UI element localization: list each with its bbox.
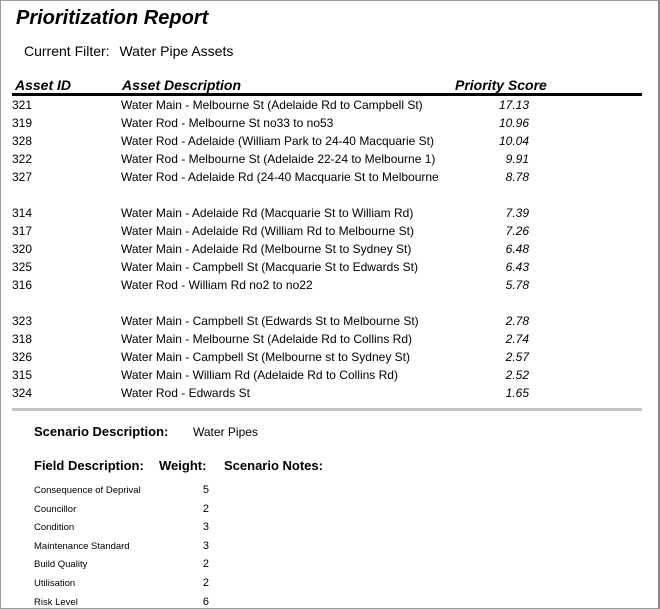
scenario-description-value: Water Pipes (193, 425, 258, 439)
priority-score-cell: 2.57 (505, 350, 529, 364)
asset-description-cell: Water Main - Adelaide Rd (Macquarie St to William Rd) (121, 206, 414, 220)
priority-score-cell: 9.91 (505, 152, 529, 166)
priority-score-cell: 2.74 (505, 332, 529, 346)
field-name: Consequence of Deprival (34, 485, 141, 496)
table-row (12, 206, 642, 224)
table-row (12, 332, 642, 350)
asset-id-cell: 323 (12, 314, 33, 328)
asset-description-cell: Water Rod - Melbourne St no33 to no53 (121, 116, 334, 130)
asset-description-cell: Water Main - Melbourne St (Adelaide Rd to Collins Rd) (121, 332, 413, 346)
asset-description-cell: Water Main - Adelaide Rd (William Rd to Melbourne St) (121, 224, 414, 238)
asset-id-cell: 328 (12, 134, 33, 148)
scenario-notes-header: Scenario Notes: (224, 458, 323, 473)
filter-value: Water Pipe Assets (119, 43, 234, 59)
field-name: Condition (34, 522, 75, 534)
field-row (34, 559, 214, 575)
field-name: Maintenance Standard (34, 540, 130, 552)
priority-score-cell: 10.04 (498, 134, 529, 148)
table-row (12, 350, 642, 368)
asset-description-cell: Water Main - Campbell St (Edwards St to Melbourne St) (121, 314, 419, 328)
priority-score-cell: 7.26 (505, 224, 529, 238)
asset-description-cell: Water Rod - Edwards St (121, 386, 250, 400)
column-header-asset-id: Asset ID (15, 77, 72, 93)
asset-id-cell: 327 (12, 170, 33, 184)
weight-header: Weight: (159, 458, 207, 473)
table-row (12, 368, 642, 386)
asset-description-cell: Water Rod - Melbourne St (Adelaide 22-24 to Melbourne 1) (121, 152, 436, 166)
table-row (12, 278, 642, 296)
field-weight: 3 (202, 521, 209, 534)
field-weight: 6 (202, 595, 209, 608)
field-weight: 2 (202, 558, 209, 571)
field-name: Utilisation (34, 578, 76, 589)
asset-description-cell: Water Main - Melbourne St (Adelaide Rd to Campbell St) (121, 98, 423, 112)
table-row (12, 242, 642, 260)
asset-id-cell: 317 (12, 224, 33, 238)
field-row (34, 597, 214, 609)
asset-id-cell: 326 (12, 350, 33, 364)
table-row (12, 134, 642, 152)
field-weight: 2 (202, 502, 209, 515)
asset-description-cell: Water Rod - Adelaide Rd (24-40 Macquarie St to Melbourne (121, 170, 439, 184)
table-row (12, 260, 642, 278)
field-name: Build Quality (34, 559, 88, 571)
column-header-priority-score: Priority Score (455, 77, 547, 93)
field-row (34, 578, 214, 594)
priority-score-cell: 6.48 (505, 242, 529, 256)
asset-id-cell: 314 (12, 206, 33, 220)
asset-id-cell: 321 (12, 98, 33, 112)
table-row (12, 116, 642, 134)
priority-score-cell: 8.78 (505, 170, 529, 184)
asset-description-cell: Water Rod - William Rd no2 to no22 (121, 278, 313, 292)
asset-id-cell: 320 (12, 242, 33, 256)
scenario-description-label: Scenario Description: (34, 424, 169, 439)
field-weight: 2 (202, 577, 209, 589)
field-name: Councillor (34, 503, 77, 515)
section-divider (12, 408, 642, 411)
priority-score-cell: 7.39 (505, 206, 529, 220)
field-row (34, 522, 214, 538)
asset-id-cell: 318 (12, 332, 33, 346)
filter-label: Current Filter: (24, 43, 110, 59)
priority-score-cell: 1.65 (505, 386, 529, 400)
table-row (12, 224, 642, 242)
field-weight: 5 (202, 484, 209, 496)
asset-description-cell: Water Main - Campbell St (Melbourne st to Sydney St) (121, 350, 410, 364)
priority-score-cell: 2.52 (505, 368, 529, 382)
table-row (12, 386, 642, 404)
asset-description-cell: Water Main - William Rd (Adelaide Rd to Collins Rd) (121, 368, 398, 382)
asset-id-cell: 324 (12, 386, 33, 400)
asset-description-cell: Water Rod - Adelaide (William Park to 24-40 Macquarie St) (121, 134, 435, 148)
report-title: Prioritization Report (16, 7, 209, 29)
asset-id-cell: 322 (12, 152, 33, 166)
priority-score-cell: 17.13 (498, 98, 529, 112)
priority-score-cell: 5.78 (505, 278, 529, 292)
table-row (12, 152, 642, 170)
field-row (34, 504, 214, 520)
field-description-header: Field Description: (34, 458, 144, 473)
asset-id-cell: 315 (12, 368, 33, 382)
current-filter (24, 43, 233, 59)
priority-score-cell: 2.78 (505, 314, 529, 328)
column-header-description: Asset Description (122, 77, 242, 93)
priority-score-cell: 6.43 (505, 260, 529, 274)
asset-id-cell: 325 (12, 260, 33, 274)
field-name: Risk Level (34, 596, 78, 608)
asset-description-cell: Water Main - Campbell St (Macquarie St to Edwards St) (121, 260, 418, 274)
table-row (12, 170, 642, 188)
field-row (34, 485, 214, 501)
asset-id-cell: 319 (12, 116, 33, 130)
priority-score-cell: 10.96 (498, 116, 529, 130)
table-row (12, 314, 642, 332)
asset-id-cell: 316 (12, 278, 33, 292)
field-weight: 3 (202, 539, 209, 552)
header-divider (12, 93, 642, 96)
asset-description-cell: Water Main - Adelaide Rd (Melbourne St to Sydney St) (121, 242, 412, 256)
field-row (34, 541, 214, 557)
table-row (12, 98, 642, 116)
